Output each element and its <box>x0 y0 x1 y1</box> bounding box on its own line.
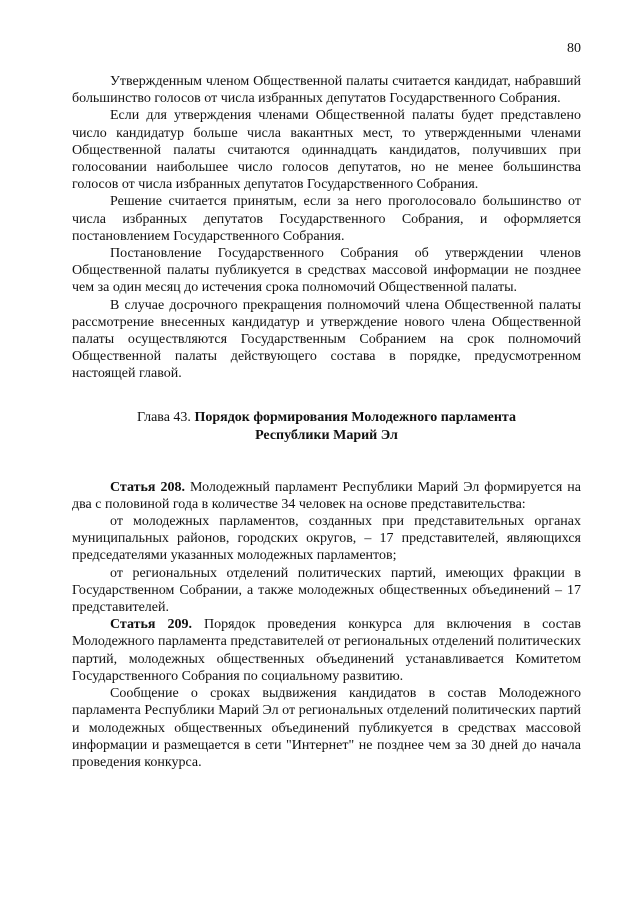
article-209-number: Статья 209. <box>110 617 192 633</box>
article-209-paragraph: Сообщение о сроках выдвижения кандидатов в состав Молодежного парламента Республики Марий Эл от региональных отделений политических партий и молодежных общественных объединений публикуется в средствах массовой информации и размещается в сети "Интернет" не позднее чем за 30 дней до начала проведения конкурса. <box>72 686 581 770</box>
article-208-text: Молодежный парламент Республики Марий Эл формируется на два с половиной года в количестве 34 человек на основе представительства: <box>72 479 582 512</box>
article-209-text: Порядок проведения конкурса для включения в состав Молодежного парламента представителей от региональных отделений политических партий, молодежных общественных объединений устанавливается Комитетом Государственного Собрания по социальному развитию. <box>72 617 582 684</box>
article-208-number: Статья 208. <box>110 479 185 495</box>
chapter-heading <box>72 409 581 445</box>
paragraph: В случае досрочного прекращения полномочий члена Общественной палаты рассмотрение внесенных кандидатур и утверждение нового члена Общественной палаты осуществляются Государственным Собранием на срок полномочий Общественной палаты действующего состава в порядке, предусмотренном настоящей главой. <box>72 297 581 382</box>
paragraph: Утвержденным членом Общественной палаты считается кандидат, набравший большинство голосов от числа избранных депутатов Государственного Собрания. <box>72 74 581 107</box>
paragraph: Постановление Государственного Собрания об утверждении членов Общественной палаты публикуется в средствах массовой информации не позднее чем за один месяц до истечения срока полномочий Общественной палаты. <box>72 246 581 296</box>
article-209 <box>72 616 581 685</box>
chapter-title-line2: Республики Марий Эл <box>255 427 398 443</box>
document-body <box>72 73 581 771</box>
article-208-item: от молодежных парламентов, созданных при представительных органах муниципальных районов, городских округов, – 17 представителей, являющихся председателями указанных молодежных парламентов; <box>72 514 581 564</box>
paragraph: Если для утверждения членами Общественной палаты будет представлено число кандидатур больше числа вакантных мест, то утвержденными членами Общественной палаты считаются одиннадцать кандидатов, получивших при голосовании наибольшее число голосов депутатов, но не менее большинства голосов от числа избранных депутатов Государственного Собрания. <box>72 108 581 193</box>
article-208-item: от региональных отделений политических партий, имеющих фракции в Государственном Собрании, а также молодежных общественных объединений – 17 представителей. <box>72 565 581 616</box>
chapter-prefix: Глава 43. <box>137 409 191 425</box>
paragraph: Решение считается принятым, если за него проголосовало большинство от числа избранных депутатов Государственного Собрания, и оформляется постановлением Государственного Собрания. <box>72 194 581 244</box>
chapter-title-line1: Порядок формирования Молодежного парламента <box>194 409 516 425</box>
page-number: 80 <box>567 41 581 56</box>
article-208 <box>72 479 581 513</box>
